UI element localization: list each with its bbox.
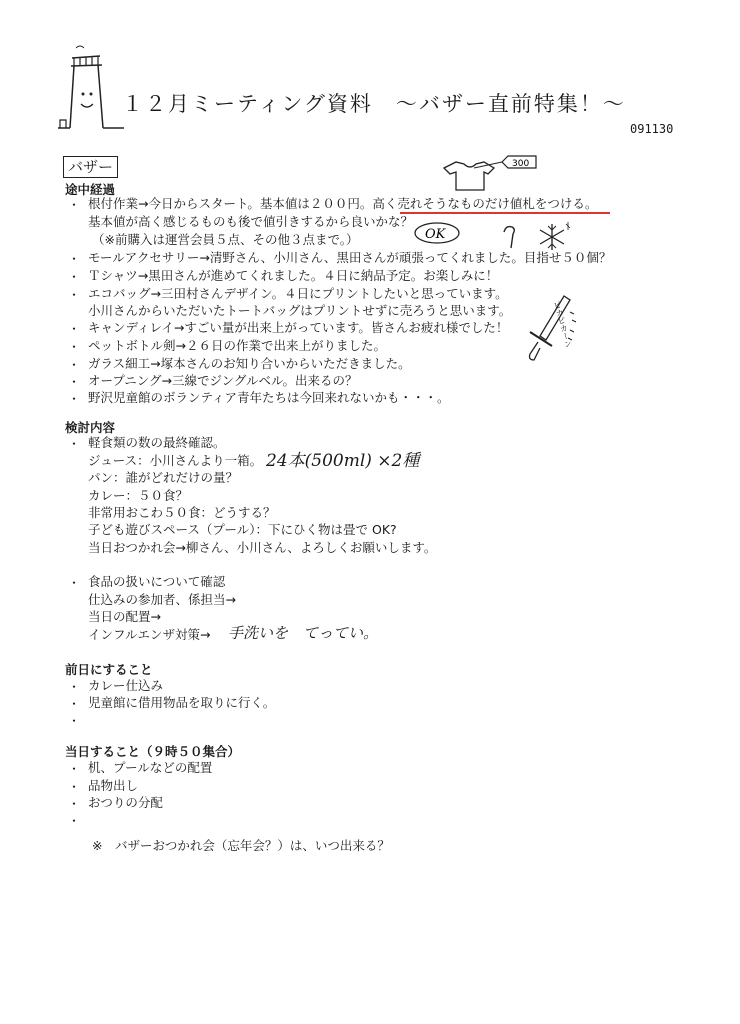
progress-line: ペットボトル剣→２６日の作業で出来上がりました。 xyxy=(88,338,386,353)
bullet-marker: ・ xyxy=(68,797,81,811)
flu-handwritten-note: 手洗いを てってい。 xyxy=(228,624,379,642)
tower-logo-icon xyxy=(56,44,126,140)
day-before-line: カレー仕込み xyxy=(88,678,164,693)
progress-heading: 途中経過 xyxy=(65,182,116,197)
bullet-marker: ・ xyxy=(68,437,81,451)
day-of-heading: 当日すること（９時５０集合） xyxy=(65,744,241,759)
section-label-bazaar: バザー xyxy=(63,156,118,178)
bullet-marker: ・ xyxy=(68,392,81,406)
review-heading: 検討内容 xyxy=(65,420,116,435)
review-line: ジュース：小川さんより一箱。 xyxy=(88,453,263,468)
bullet-marker: ・ xyxy=(68,340,81,354)
progress-line: オープニング→三線でジングルベル。出来るの？ xyxy=(88,373,358,388)
bullet-marker: ・ xyxy=(68,576,81,590)
review-line: パン：誰がどれだけの量？ xyxy=(88,470,239,485)
sound-effect-note: ピカピカーン xyxy=(552,300,574,349)
bullet-marker: ・ xyxy=(68,288,81,302)
bullet-marker: ・ xyxy=(68,270,81,284)
day-of-line: おつりの分配 xyxy=(88,795,163,810)
progress-line: 野沢児童館のボランティア青年たちは今回来れないかも・・・。 xyxy=(88,390,450,405)
progress-line: エコバッグ→三田村さんデザイン。４日にプリントしたいと思っています。 xyxy=(88,286,508,301)
bullet-marker: ・ xyxy=(68,375,81,389)
review-line: 子ども遊びスペース（プール）：下にひく物は畳で OK? xyxy=(88,522,397,537)
bullet-marker: ・ xyxy=(68,780,81,794)
day-before-line: 児童館に借用物品を取りに行く。 xyxy=(88,695,276,710)
bullet-marker: ・ xyxy=(68,198,81,212)
review-line: 当日おつかれ会→柳さん、小川さん、よろしくお願いします。 xyxy=(88,540,437,555)
progress-line: 小川さんからいただいたトートバッグはプリントせずに売ろうと思います。 xyxy=(88,303,512,318)
day-before-heading: 前日にすること xyxy=(65,662,153,677)
ok-circle-mark xyxy=(412,220,462,246)
review-line: 仕込みの参加者、係担当→ xyxy=(88,592,236,607)
review-line: 食品の扱いについて確認 xyxy=(88,574,226,589)
progress-line: モールアクセサリー→清野さん、小川さん、黒田さんが頑張ってくれました。目指せ５０個？ xyxy=(88,250,612,265)
progress-line: Ｔシャツ→黒田さんが進めてくれました。４日に納品予定。お楽しみに！ xyxy=(88,268,499,283)
footnote: ※ バザーおつかれ会（忘年会？）は、いつ出来る？ xyxy=(92,838,390,853)
progress-line: 根付作業→今日からスタート。基本値は２００円。高く売れそうなものだけ値札をつける。 xyxy=(88,196,598,211)
snowflake-icon xyxy=(536,222,572,252)
progress-line: （※前購入は運営会員５点、その他３点まで。） xyxy=(92,232,359,247)
review-line: 当日の配置→ xyxy=(88,609,161,624)
review-line: カレー：５０食？ xyxy=(88,488,189,503)
progress-line: 基本値が高く感じるものも後で値引きするから良いかな？ xyxy=(88,214,414,229)
ok-handwritten: OK xyxy=(425,227,446,242)
progress-line: キャンディレイ→すごい量が出来上がっています。皆さんお疲れ様でした！ xyxy=(88,320,509,335)
bullet-marker: ・ xyxy=(68,322,81,336)
progress-line: ガラス細工→塚本さんのお知り合いからいただきました。 xyxy=(88,356,411,371)
juice-handwritten-note: 24本(500ml) ×2種 xyxy=(266,451,420,471)
bullet-marker: ・ xyxy=(68,762,81,776)
bullet-marker: ・ xyxy=(68,252,81,266)
bullet-marker: ・ xyxy=(68,814,81,828)
document-id: 091130 xyxy=(630,122,674,136)
tshirt-pricetag-icon xyxy=(440,152,540,198)
page-title: １２月ミーティング資料 ～バザー直前特集！～ xyxy=(122,92,626,116)
price-tag-label: 300 xyxy=(512,159,530,169)
bullet-marker: ・ xyxy=(68,697,81,711)
day-of-line: 品物出し xyxy=(88,778,139,793)
review-line: 軽食類の数の最終確認。 xyxy=(88,435,226,450)
review-line: インフルエンザ対策→ xyxy=(88,627,211,642)
candy-cane-icon xyxy=(500,224,518,250)
day-of-line: 机、プールなどの配置 xyxy=(88,760,213,775)
bullet-marker: ・ xyxy=(68,714,81,728)
red-underline xyxy=(400,212,610,214)
bullet-marker: ・ xyxy=(68,358,81,372)
review-line: 非常用おこわ５０食：どうする？ xyxy=(88,505,276,520)
bullet-marker: ・ xyxy=(68,680,81,694)
